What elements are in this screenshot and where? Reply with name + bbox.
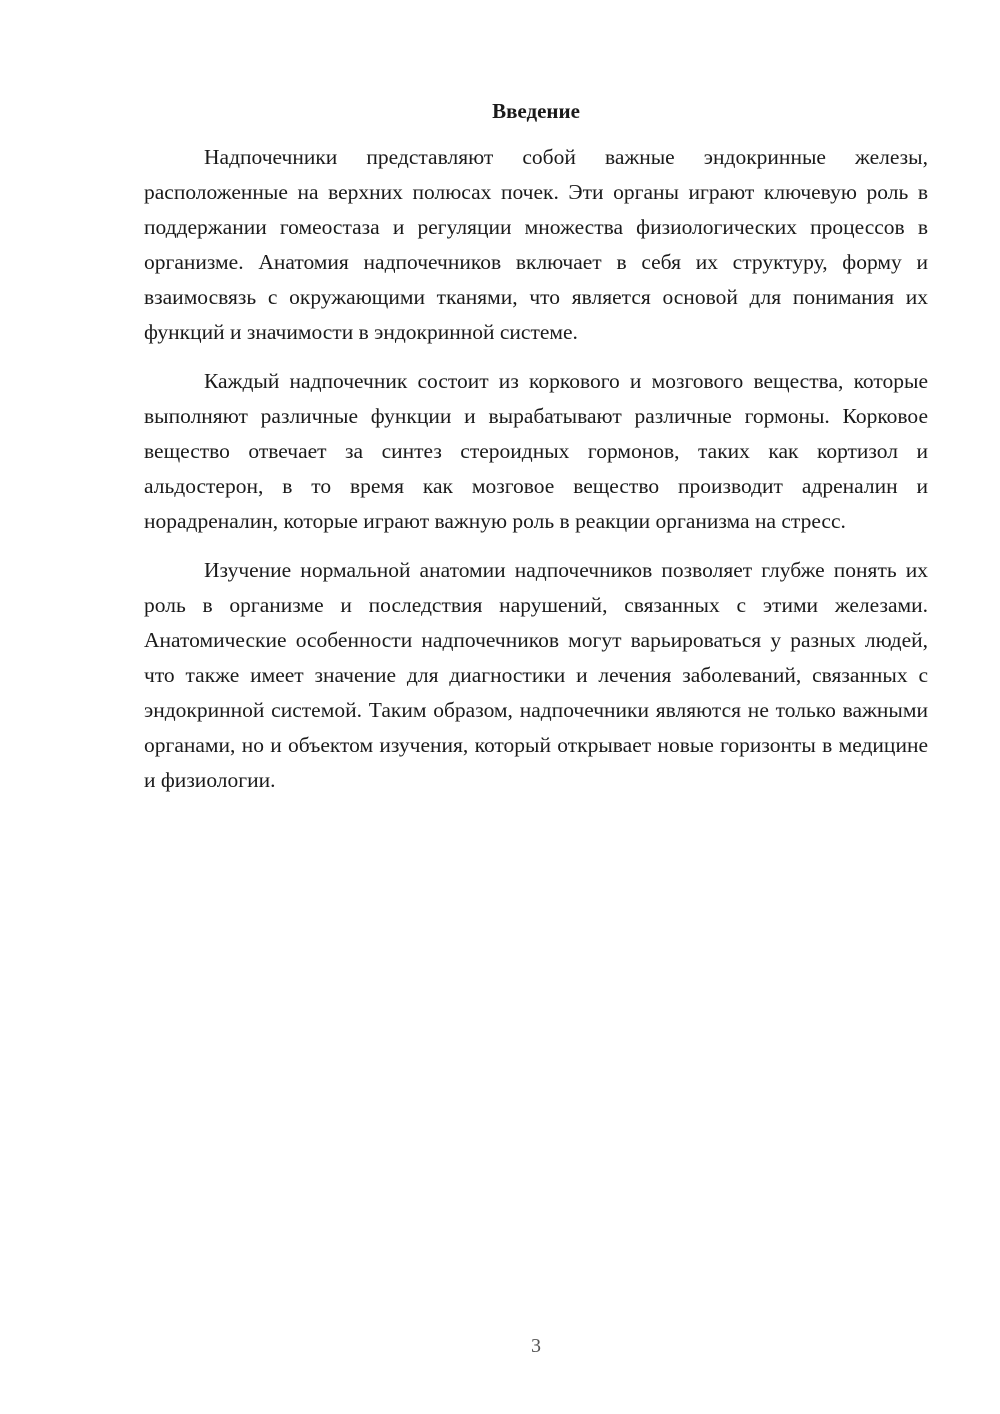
section-heading: Введение <box>492 99 580 123</box>
document-body <box>144 96 928 812</box>
paragraph-significance: Изучение нормальной анатомии надпочечников позволяет глубже понять их роль в организме и последствия нарушений, связанных с этими железами. Анатомические особенности надпочечников могут варьироваться у разных людей, что также имеет значение для диагностики и лечения заболеваний, связанных с эндокринной системой. Таким образом, надпочечники являются не только важными органами, но и объектом изучения, который открывает новые горизонты в медицине и физиологии. <box>144 558 928 792</box>
paragraph-structure: Каждый надпочечник состоит из коркового и мозгового вещества, которые выполняют различные функции и вырабатывают различные гормоны. Корковое вещество отвечает за синтез стероидных гормонов, таких как кортизол и альдостерон, в то время как мозговое вещество производит адреналин и норадреналин, которые играют важную роль в реакции организма на стресс. <box>144 369 928 533</box>
paragraph-intro: Надпочечники представляют собой важные эндокринные железы, расположенные на верхних полюсах почек. Эти органы играют ключевую роль в поддержании гомеостаза и регуляции множества физиологических процессов в организме. Анатомия надпочечников включает в себя их структуру, форму и взаимосвязь с окружающими тканями, что является основой для понимания их функций и значимости в эндокринной системе. <box>144 145 928 344</box>
page-number: 3 <box>531 1335 541 1357</box>
